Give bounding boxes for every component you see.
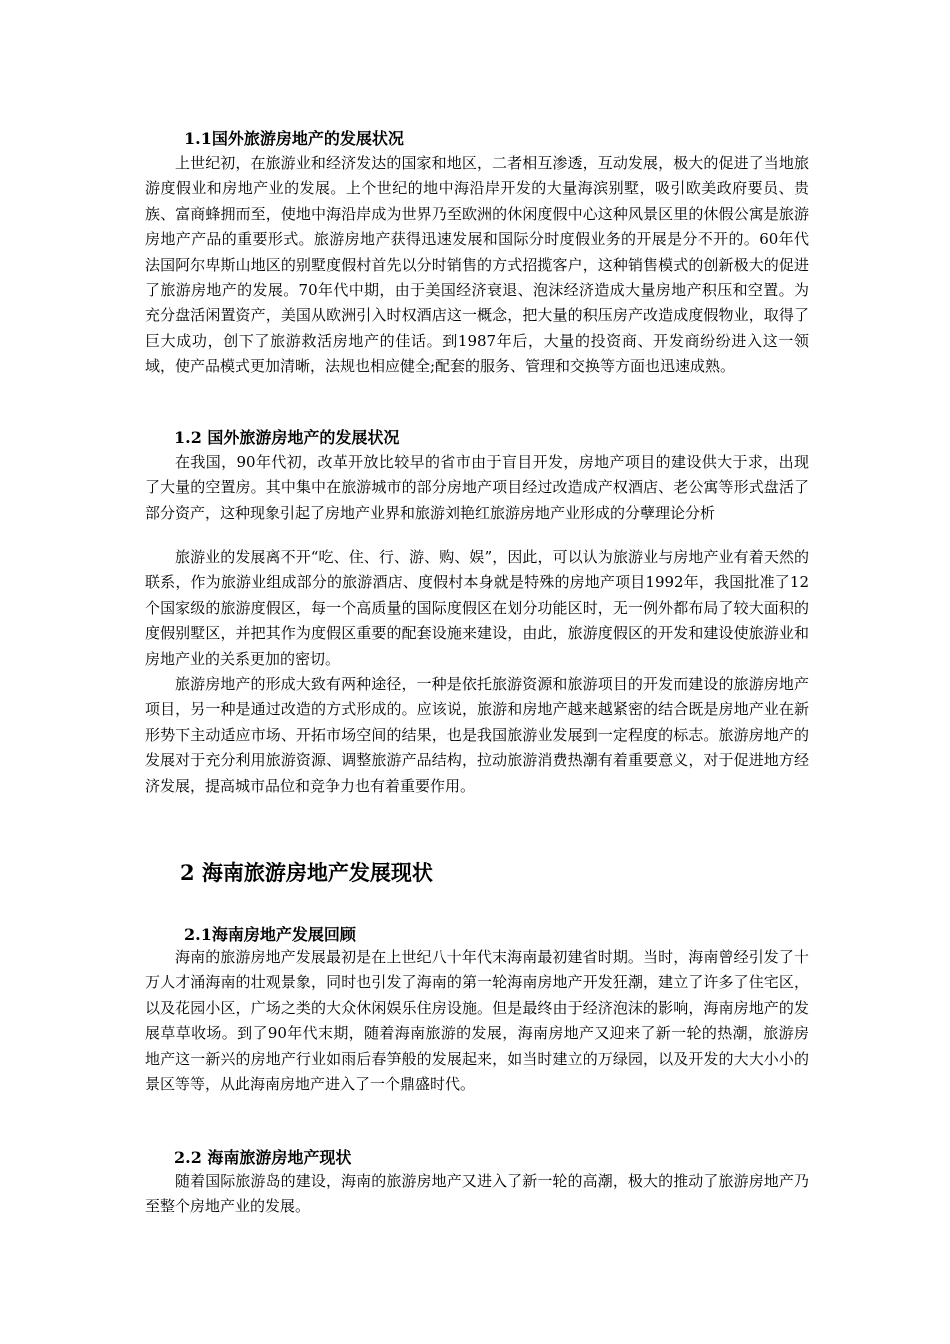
heading-2: 2 海南旅游房地产发展现状 xyxy=(180,860,433,885)
paragraph-1-2-a: 在我国，90年代初，改革开放比较早的省市由于盲目开发，房地产项目的建设供大于求，出现了大量的空置房。其中集中在旅游城市的部分房地产项目经过改造成产权酒店、老公寓等形式盘活了部分资产，这种现象引起了房地产业界和旅游刘艳红旅游房地产业形成的分孽理论分析 xyxy=(145,453,809,522)
paragraph-2-2-a: 随着国际旅游岛的建设，海南的旅游房地产又进入了新一轮的高潮，极大的推动了旅游房地产乃至整个房地产业的发展。 xyxy=(145,1172,809,1216)
heading-2-2: 2.2 海南旅游房地产现状 xyxy=(174,1148,352,1167)
heading-1-1: 1.1国外旅游房地产的发展状况 xyxy=(184,129,404,148)
heading-1-2: 1.2 国外旅游房地产的发展状况 xyxy=(174,428,400,447)
heading-2-1: 2.1海南房地产发展回顾 xyxy=(184,925,356,944)
paragraph-1-1-a: 上世纪初，在旅游业和经济发达的国家和地区，二者相互渗透，互动发展，极大的促进了当地旅游度假业和房地产业的发展。上个世纪的地中海沿岸开发的大量海滨别墅，吸引欧美政府要员、贵族、富商蜂拥而至，使地中海沿岸成为世界乃至欧洲的休闲度假中心这种风景区里的休假公寓是旅游房地产产品的重要形式。旅游房地产获得迅速发展和国际分时度假业务的开展是分不开的。60年代法国阿尔卑斯山地区的别墅度假村首先以分时销售的方式招揽客户，这种销售模式的创新极大的促进了旅游房地产的发展。70年代中期，由于美国经济衰退、泡沫经济造成大量房地产积压和空置。为充分盘活闲置资产，美国从欧洲引入时权酒店这一概念，把大量的积压房产改造成度假物业，取得了巨大成功，创下了旅游救活房地产的佳话。到1987年后，大量的投资商、开发商纷纷进入这一领域，使产品模式更加清晰，法规也相应健全;配套的服务、管理和交换等方面也迅速成熟。 xyxy=(145,154,809,376)
paragraph-1-2-b: 旅游业的发展离不开“吃、住、行、游、购、娱”，因此，可以认为旅游业与房地产业有着天然的联系，作为旅游业组成部分的旅游酒店、度假村本身就是特殊的房地产项目1992年，我国批准了12个国家级的旅游度假区，每一个高质量的国际度假区在划分功能区时，无一例外都布局了较大面积的度假别墅区，并把其作为度假区重要的配套设施来建设，由此，旅游度假区的开发和建设使旅游业和房地产业的关系更加的密切。 xyxy=(145,548,809,668)
paragraph-1-2-c: 旅游房地产的形成大致有两种途径，一种是依托旅游资源和旅游项目的开发而建设的旅游房地产项目，另一种是通过改造的方式形成的。应该说，旅游和房地产越来越紧密的结合既是房地产业在新形势下主动适应市场、开拓市场空间的结果，也是我国旅游业发展到一定程度的标志。旅游房地产的发展对于充分利用旅游资源、调整旅游产品结构，拉动旅游消费热潮有着重要意义，对于促进地方经济发展，提高城市品位和竞争力也有着重要作用。 xyxy=(145,675,809,795)
paragraph-2-1-a: 海南的旅游房地产发展最初是在上世纪八十年代末海南最初建省时期。当时，海南曾经引发了十万人才涌海南的壮观景象，同时也引发了海南的第一轮海南房地产开发狂潮，建立了许多了住宅区，以及花园小区，广场之类的大众休闲娱乐住房设施。但是最终由于经济泡沫的影响，海南房地产的发展草草收场。到了90年代末期，随着海南旅游的发展，海南房地产又迎来了新一轮的热潮，旅游房地产这一新兴的房地产行业如雨后春笋般的发展起来，如当时建立的万绿园，以及开发的大大小小的景区等等，从此海南房地产进入了一个鼎盛时代。 xyxy=(145,948,809,1094)
